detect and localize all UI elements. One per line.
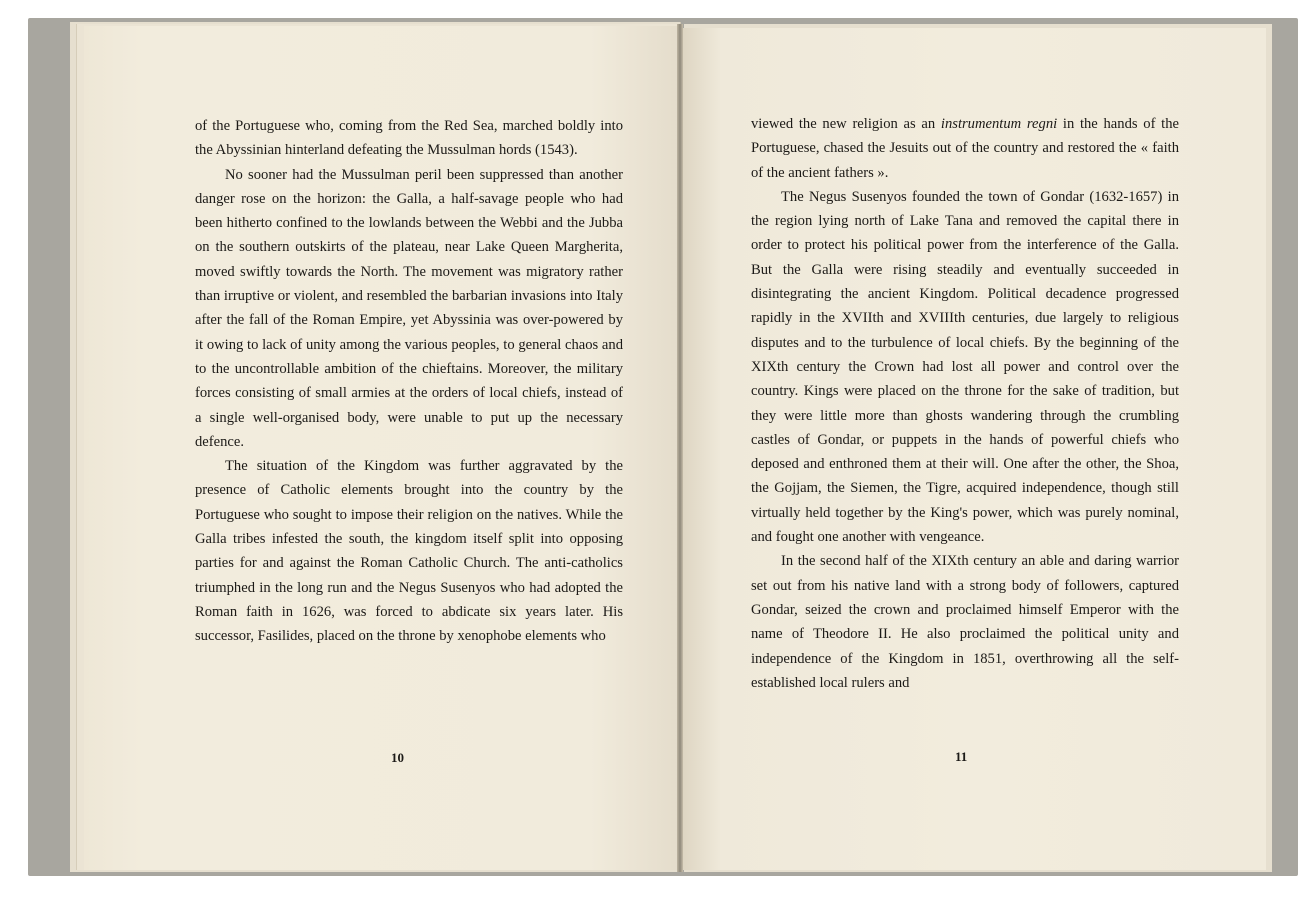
right-paragraph-2: The Negus Susenyos founded the town of Gondar (1632-1657) in the region lying north of Lake Tana and removed the capital there in order to protect his political power from the interference of the Galla. But the Galla were rising steadily and eventually succeeded in disintegrating the ancient Kingdom. Political decadence progressed rapidly in the XVIIth and XVIIIth centuries, due largely to religious disputes and to the turbulence of local chiefs. By the beginning of the XIXth century the Crown had lost all power and control over the country. Kings were placed on the throne for the sake of tradition, but they were little more than ghosts wandering through the crumbling castles of Gondar, or puppets in the hands of powerful chiefs who deposed and enthroned them at their will. One after the other, the Shoa, the Gojjam, the Siemen, the Tigre, acquired independence, though still virtually held together by the King's power, which was purely nominal, and fought one another with vengeance. [751, 188, 1179, 546]
left-paragraph-2: No sooner had the Mussulman peril been suppressed than another danger rose on the horizon: the Galla, a half-savage people who had been hitherto confined to the lowlands between the Webbi and the Jubba on the southern outskirts of the plateau, near Lake Queen Margherita, moved swiftly towards the North. The movement was migratory rather than irruptive or violent, and resembled the barbarian invasions into Italy after the fall of the Roman Empire, yet Abyssinia was over-powered by it owing to lack of unity among the various peoples, to general chaos and to the uncontrollable ambition of the chieftains. Moreover, the military forces consisting of small armies at the orders of local chiefs, instead of a single well-organised body, were unable to put up the necessary defence. [195, 166, 623, 450]
right-page-text [751, 112, 1179, 695]
left-paragraph-3: The situation of the Kingdom was further aggravated by the presence of Catholic elements brought into the country by the Portuguese who sought to impose their religion on the natives. While the Galla tribes infested the south, the kingdom itself split into opposing parties for and against the Roman Catholic Church. The anti-catholics triumphed in the long run and the Negus Susenyos who had adopted the Roman faith in 1626, was forced to abdicate six years later. His successor, Fasilides, placed on the throne by xenophobe elements who [195, 458, 623, 645]
right-paragraph-1: viewed the new religion as an instrumentum regni in the hands of the Portuguese, chased the Jesuits out of the country and restored the « faith of the ancient fathers ». [751, 116, 1179, 181]
left-page-text [195, 114, 623, 649]
right-paragraph-3: In the second half of the XIXth century an able and daring warrior set out from his native land with a strong body of followers, captured Gondar, seized the crown and proclaimed himself Emperor with the name of Theodore II. He also proclaimed the political unity and independence of the Kingdom in 1851, overthrowing all the self-established local rulers and [751, 553, 1179, 691]
book-gutter [677, 24, 683, 872]
page-number-left: 10 [391, 750, 404, 765]
left-paragraph-1: of the Portuguese who, coming from the Red Sea, marched boldly into the Abyssinian hinterland defeating the Mussulman hords (1543). [195, 118, 623, 159]
page-number-right: 11 [955, 749, 968, 764]
